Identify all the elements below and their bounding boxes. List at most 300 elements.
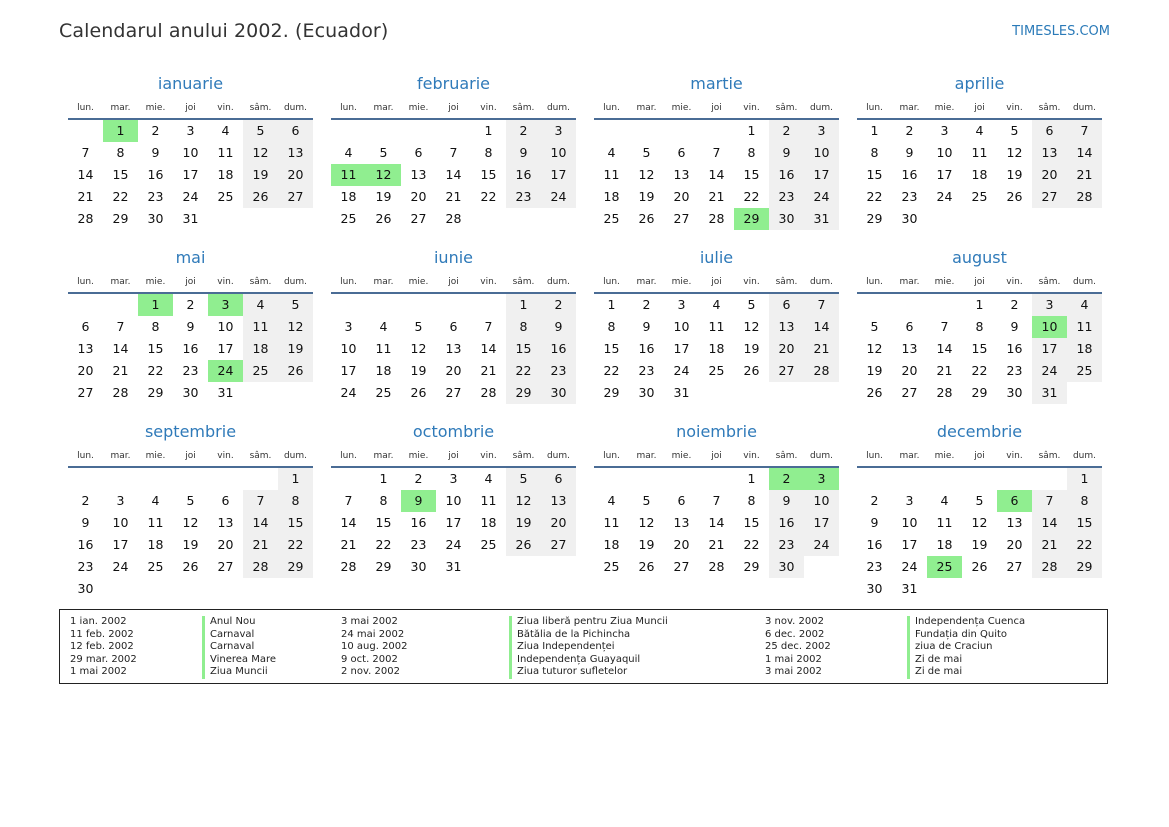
weekday-label: joi [711,277,722,287]
day-cell: 28 [804,360,839,382]
empty-cell [243,468,278,490]
legend-holiday-name: Ziua Muncii [202,666,276,679]
weekday-label: lun. [340,451,357,461]
day-cell: 8 [870,145,879,160]
weekday-label: lun. [340,103,357,113]
day-cell: 10 [804,142,839,164]
empty-cell [1032,468,1067,490]
day-cell: 18 [936,537,953,552]
empty-cell [68,294,103,316]
day-cell: 31 [182,211,199,226]
day-cell: 25 [375,385,392,400]
holiday-day-cell: 1 [138,294,173,316]
weekday-label: sâm. [249,277,272,287]
day-cell: 31 [217,385,234,400]
weekday-label: joi [448,103,459,113]
day-cell: 16 [769,164,804,186]
day-cell: 2 [1010,297,1019,312]
day-cell: 6 [221,493,230,508]
day-cell: 14 [77,167,94,182]
day-cell: 11 [971,145,988,160]
empty-cell [331,294,366,316]
legend-date: 24 mai 2002 [341,628,405,640]
day-cell: 13 [217,515,234,530]
day-cell: 21 [445,189,462,204]
weekday-label: vin. [480,277,497,287]
day-cell: 22 [112,189,129,204]
day-cell: 4 [607,145,616,160]
legend-holiday-name: Independența Cuenca [907,616,1025,629]
weekday-label: sâm. [249,451,272,461]
day-cell: 28 [243,556,278,578]
day-cell: 30 [769,556,804,578]
day-cell: 25 [603,559,620,574]
day-cell: 20 [217,537,234,552]
holiday-day-cell: 6 [997,490,1032,512]
day-cell: 9 [769,490,804,512]
day-cell: 15 [147,341,164,356]
day-cell: 4 [243,294,278,316]
day-cell: 28 [1032,556,1067,578]
weekday-label: dum. [546,277,571,287]
weekday-label: sâm. [512,277,535,287]
page-title: Calendarul anului 2002. (Ecuador) [59,20,389,42]
day-cell: 12 [243,142,278,164]
day-cell: 3 [449,471,458,486]
day-cell: 20 [769,338,804,360]
weekday-label: lun. [603,451,620,461]
day-cell: 8 [747,145,756,160]
day-cell: 5 [1010,123,1019,138]
day-cell: 19 [1006,167,1023,182]
day-cell: 5 [642,145,651,160]
legend-holiday-name: Carnaval [202,629,276,642]
day-cell: 21 [77,189,94,204]
day-cell: 17 [901,537,918,552]
weekday-label: sâm. [1038,103,1061,113]
day-cell: 3 [344,319,353,334]
legend-date: 11 feb. 2002 [70,628,134,640]
weekday-label: sâm. [775,277,798,287]
empty-cell [401,294,436,316]
weekday-label: lun. [77,277,94,287]
day-cell: 15 [866,167,883,182]
empty-cell [857,294,892,316]
month-mai [68,246,313,406]
day-cell: 17 [182,167,199,182]
month-septembrie [68,420,313,596]
legend-holiday-name: Zi de mai [907,666,1025,679]
day-cell: 25 [243,360,278,382]
empty-cell [857,468,892,490]
weekday-label: mie. [408,277,429,287]
day-cell: 27 [901,385,918,400]
day-cell: 10 [112,515,129,530]
weekday-header [68,270,313,294]
legend-dates-column [70,616,137,679]
empty-cell [699,468,734,490]
day-cell: 7 [116,319,125,334]
empty-cell [401,120,436,142]
weekday-label: sâm. [512,451,535,461]
day-cell: 27 [673,559,690,574]
day-cell: 27 [217,559,234,574]
weekday-label: dum. [1072,277,1097,287]
day-cell: 29 [506,382,541,404]
day-cell: 17 [936,167,953,182]
day-cell: 18 [340,189,357,204]
day-cell: 17 [445,515,462,530]
day-cell: 1 [506,294,541,316]
day-cell: 1 [747,471,756,486]
day-cell: 12 [182,515,199,530]
day-cell: 7 [712,493,721,508]
day-cell: 16 [769,512,804,534]
day-cell: 17 [673,341,690,356]
weekday-label: dum. [546,451,571,461]
holiday-day-cell: 29 [734,208,769,230]
day-cell: 1 [870,123,879,138]
legend-names-column [509,616,668,679]
empty-cell [594,120,629,142]
weekday-header [857,96,1102,120]
day-cell: 11 [217,145,234,160]
day-cell: 5 [186,493,195,508]
day-cell: 12 [866,341,883,356]
empty-cell [471,294,506,316]
day-cell: 23 [769,186,804,208]
empty-cell [699,120,734,142]
holiday-day-cell: 9 [401,490,436,512]
legend-date: 6 dec. 2002 [765,628,825,640]
day-cell: 21 [480,363,497,378]
holiday-day-cell: 3 [208,294,243,316]
day-cell: 3 [541,120,576,142]
weekday-label: mie. [934,451,955,461]
weekday-label: vin. [217,103,234,113]
holiday-day-cell: 3 [804,468,839,490]
day-cell: 16 [1006,341,1023,356]
day-cell: 9 [151,145,160,160]
day-cell: 8 [379,493,388,508]
day-cell: 21 [340,537,357,552]
empty-cell [366,120,401,142]
day-cell: 15 [1067,512,1102,534]
day-cell: 29 [112,211,129,226]
weekday-label: joi [974,103,985,113]
day-cell: 9 [186,319,195,334]
day-cell: 26 [866,385,883,400]
day-cell: 30 [1006,385,1023,400]
empty-cell [962,468,997,490]
weekday-label: mar. [110,103,131,113]
day-cell: 29 [603,385,620,400]
holiday-day-cell: 12 [366,164,401,186]
day-cell: 1 [278,468,313,490]
day-cell: 21 [1032,534,1067,556]
weekday-header [68,444,313,468]
empty-cell [892,468,927,490]
day-cell: 10 [182,145,199,160]
empty-cell [68,468,103,490]
day-cell: 11 [243,316,278,338]
day-cell: 13 [77,341,94,356]
day-cell: 18 [217,167,234,182]
day-cell: 6 [449,319,458,334]
day-cell: 2 [642,297,651,312]
weekday-label: vin. [1006,103,1023,113]
day-cell: 23 [1006,363,1023,378]
days-grid [68,120,313,230]
day-cell: 8 [747,493,756,508]
day-cell: 7 [940,319,949,334]
day-cell: 22 [866,189,883,204]
day-cell: 20 [410,189,427,204]
day-cell: 27 [1032,186,1067,208]
day-cell: 18 [243,338,278,360]
weekday-label: mie. [408,451,429,461]
day-cell: 12 [1006,145,1023,160]
day-cell: 6 [905,319,914,334]
weekday-label: vin. [480,103,497,113]
days-grid [68,468,313,600]
month-name: ianuarie [157,74,224,93]
weekday-label: lun. [603,103,620,113]
day-cell: 8 [607,319,616,334]
day-cell: 20 [901,363,918,378]
day-cell: 29 [971,385,988,400]
weekday-label: sâm. [1038,451,1061,461]
day-cell: 11 [480,493,497,508]
day-cell: 24 [901,559,918,574]
weekday-label: vin. [217,277,234,287]
day-cell: 1 [379,471,388,486]
day-cell: 13 [541,490,576,512]
day-cell: 16 [541,338,576,360]
day-cell: 5 [506,468,541,490]
day-cell: 10 [673,319,690,334]
day-cell: 15 [971,341,988,356]
day-cell: 17 [340,363,357,378]
day-cell: 12 [638,515,655,530]
legend-names-column [202,616,276,679]
weekday-label: vin. [217,451,234,461]
day-cell: 6 [81,319,90,334]
weekday-label: joi [711,451,722,461]
day-cell: 7 [1067,120,1102,142]
day-cell: 14 [708,167,725,182]
day-cell: 31 [901,581,918,596]
day-cell: 20 [445,363,462,378]
day-cell: 5 [975,493,984,508]
legend-date: 1 mai 2002 [70,666,127,678]
day-cell: 31 [804,208,839,230]
day-cell: 22 [971,363,988,378]
day-cell: 24 [1032,360,1067,382]
day-cell: 15 [743,515,760,530]
day-cell: 17 [112,537,129,552]
empty-cell [68,120,103,142]
day-cell: 27 [278,186,313,208]
day-cell: 15 [278,512,313,534]
day-cell: 9 [506,142,541,164]
empty-cell [436,120,471,142]
day-cell: 30 [769,208,804,230]
months-grid [68,72,1102,596]
day-cell: 18 [603,537,620,552]
weekday-label: lun. [340,277,357,287]
day-cell: 17 [541,164,576,186]
days-grid [857,120,1102,230]
day-cell: 10 [936,145,953,160]
weekday-label: mie. [934,103,955,113]
day-cell: 24 [804,534,839,556]
day-cell: 27 [445,385,462,400]
legend-dates-column [341,616,408,679]
weekday-label: mie. [145,103,166,113]
day-cell: 5 [414,319,423,334]
day-cell: 10 [217,319,234,334]
day-cell: 30 [77,581,94,596]
day-cell: 14 [340,515,357,530]
day-cell: 11 [936,515,953,530]
day-cell: 10 [901,515,918,530]
empty-cell [138,468,173,490]
day-cell: 17 [804,164,839,186]
day-cell: 11 [1067,316,1102,338]
day-cell: 22 [375,537,392,552]
day-cell: 9 [870,515,879,530]
day-cell: 16 [410,515,427,530]
day-cell: 30 [901,211,918,226]
legend-date: 10 aug. 2002 [341,641,408,653]
month-iunie [331,246,576,406]
day-cell: 20 [1006,537,1023,552]
day-cell: 4 [940,493,949,508]
day-cell: 4 [484,471,493,486]
legend-date: 9 oct. 2002 [341,653,398,665]
legend-holiday-name: Independența Guayaquil [509,654,668,667]
day-cell: 3 [905,493,914,508]
weekday-label: vin. [743,451,760,461]
day-cell: 9 [769,142,804,164]
empty-cell [664,120,699,142]
day-cell: 29 [278,556,313,578]
empty-cell [664,468,699,490]
month-aprilie [857,72,1102,232]
weekday-label: joi [185,451,196,461]
day-cell: 7 [1032,490,1067,512]
month-name: februarie [416,74,491,93]
day-cell: 25 [1067,360,1102,382]
day-cell: 11 [603,167,620,182]
day-cell: 20 [673,537,690,552]
day-cell: 26 [410,385,427,400]
day-cell: 1 [607,297,616,312]
legend-holiday-name: Ziua liberă pentru Ziua Muncii [509,616,668,629]
day-cell: 23 [77,559,94,574]
weekday-header [68,96,313,120]
holiday-day-cell: 10 [1032,316,1067,338]
day-cell: 20 [278,164,313,186]
day-cell: 28 [480,385,497,400]
legend-holiday-name: Ziua tuturor sufletelor [509,666,668,679]
holiday-day-cell: 11 [331,164,366,186]
day-cell: 25 [603,211,620,226]
day-cell: 27 [769,360,804,382]
weekday-label: joi [711,103,722,113]
day-cell: 2 [541,294,576,316]
day-cell: 23 [147,189,164,204]
day-cell: 4 [151,493,160,508]
day-cell: 17 [1032,338,1067,360]
day-cell: 14 [1032,512,1067,534]
empty-cell [436,294,471,316]
day-cell: 22 [743,189,760,204]
site-link[interactable]: TIMESLES.COM [1012,24,1110,39]
day-cell: 16 [77,537,94,552]
month-august [857,246,1102,406]
day-cell: 16 [901,167,918,182]
day-cell: 25 [147,559,164,574]
day-cell: 21 [804,338,839,360]
weekday-label: dum. [809,277,834,287]
day-cell: 3 [940,123,949,138]
day-cell: 30 [410,559,427,574]
legend-date: 3 nov. 2002 [765,616,824,627]
day-cell: 10 [445,493,462,508]
day-cell: 21 [708,189,725,204]
month-octombrie [331,420,576,580]
weekday-header [857,444,1102,468]
empty-cell [103,468,138,490]
empty-cell [927,294,962,316]
empty-cell [629,468,664,490]
day-cell: 2 [870,493,879,508]
day-cell: 3 [677,297,686,312]
day-cell: 18 [375,363,392,378]
days-grid [594,468,839,578]
day-cell: 25 [708,363,725,378]
day-cell: 24 [445,537,462,552]
day-cell: 29 [866,211,883,226]
day-cell: 19 [182,537,199,552]
holiday-day-cell: 24 [208,360,243,382]
weekday-label: mie. [671,103,692,113]
month-martie [594,72,839,232]
day-cell: 5 [243,120,278,142]
days-grid [331,294,576,404]
day-cell: 9 [541,316,576,338]
legend-date: 29 mar. 2002 [70,653,137,665]
empty-cell [366,294,401,316]
day-cell: 29 [147,385,164,400]
day-cell: 15 [480,167,497,182]
day-cell: 26 [182,559,199,574]
weekday-label: mar. [899,451,920,461]
day-cell: 13 [769,316,804,338]
day-cell: 4 [1067,294,1102,316]
day-cell: 11 [147,515,164,530]
day-cell: 28 [77,211,94,226]
day-cell: 30 [541,382,576,404]
day-cell: 9 [642,319,651,334]
days-grid [857,294,1102,404]
day-cell: 8 [484,145,493,160]
weekday-label: sâm. [775,451,798,461]
day-cell: 27 [410,211,427,226]
day-cell: 5 [747,297,756,312]
